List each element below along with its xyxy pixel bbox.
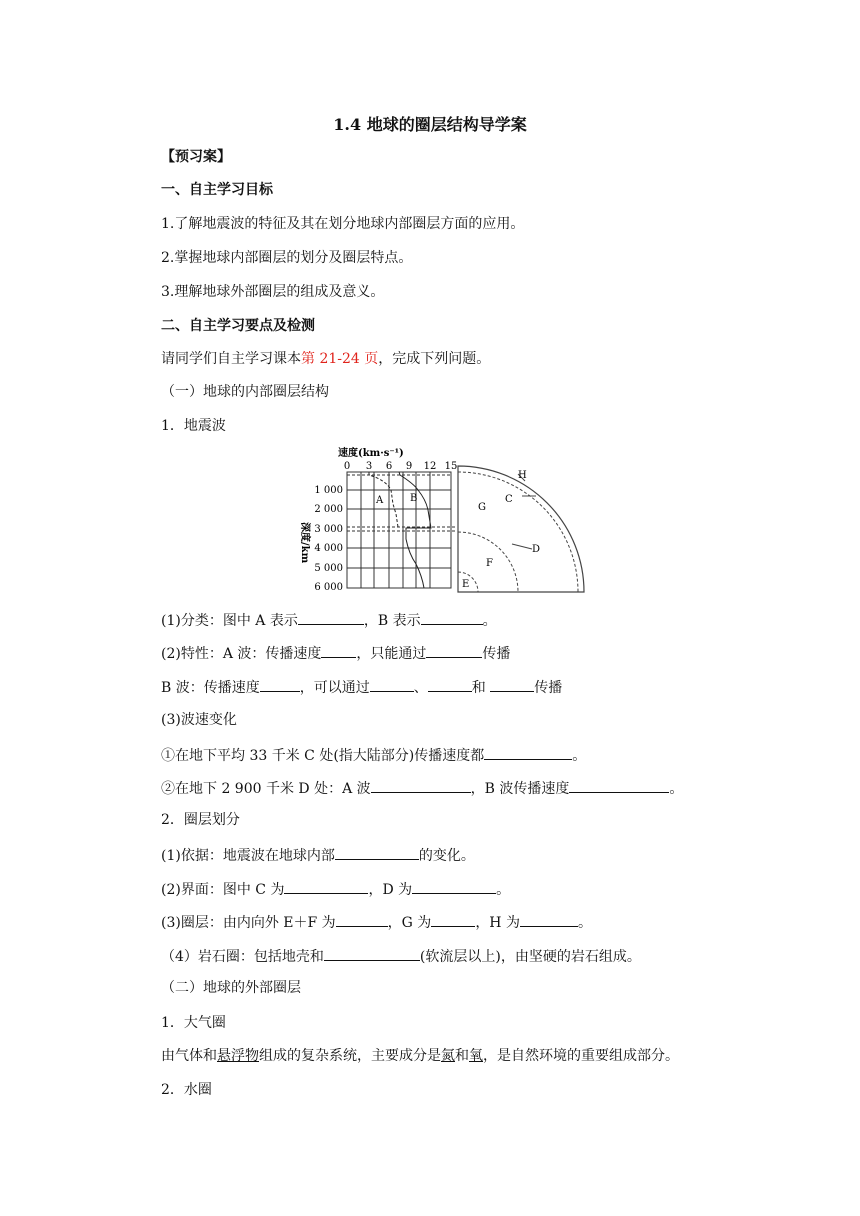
q1-text-c: 。 [482, 613, 497, 629]
answer-blank[interactable] [569, 777, 669, 793]
grid [347, 472, 451, 588]
question-3-1 [161, 744, 586, 766]
q3-2-text-c: 。 [669, 781, 684, 797]
l4-text-b: (软流层以上)，由坚硬的岩石组成。 [419, 949, 641, 965]
speed-axis-label: 速度(km·s⁻¹) [338, 448, 404, 459]
depth-tick: 2 000 [314, 504, 343, 515]
l1-text-b: 的变化。 [418, 848, 475, 864]
layer-q3 [161, 911, 592, 933]
question-2b [161, 676, 562, 698]
wave-a-curve [369, 472, 398, 527]
speed-ticks [344, 461, 458, 472]
atm-text-f: 氧 [469, 1048, 483, 1064]
inner-heading: （一）地球的内部圈层结构 [161, 384, 329, 400]
answer-blank[interactable] [428, 676, 472, 692]
answer-blank[interactable] [520, 911, 578, 927]
wave-b-curve [399, 472, 431, 588]
section-preview: 【预习案】 [161, 149, 231, 165]
q2-text-c: 传播 [482, 646, 511, 662]
goal-heading: 一、自主学习目标 [161, 182, 273, 198]
layer-q2 [161, 878, 510, 900]
answer-blank[interactable] [426, 642, 482, 658]
answer-blank[interactable] [260, 676, 300, 692]
layer-label: G [478, 502, 486, 513]
q1-text-b: ，B 表示 [363, 613, 421, 629]
answer-blank[interactable] [324, 945, 420, 961]
page-reference: 第 21-24 页 [301, 351, 379, 367]
q2-text-a: (2)特性：A 波：传播速度 [161, 646, 322, 662]
l3-text-d: 。 [577, 915, 592, 931]
depth-tick: 1 000 [314, 485, 343, 496]
l2-text-c: 。 [496, 882, 511, 898]
intro-text-b: ，完成下列问题。 [378, 351, 491, 367]
l2-text-b: ，D 为 [368, 882, 413, 898]
answer-blank[interactable] [421, 609, 483, 625]
depth-ticks [314, 485, 343, 593]
atm-text-e: 和 [455, 1048, 469, 1064]
atm-text-g: ，是自然环境的重要组成部分。 [483, 1048, 679, 1064]
q2b-text-d: 和 [471, 680, 491, 696]
atm-text-d: 氮 [441, 1048, 455, 1064]
q2b-text-a: B 波：传播速度 [161, 680, 260, 696]
layer-label: H [518, 470, 527, 481]
atmosphere-text [161, 1046, 679, 1066]
intro-text-a: 请同学们自主学习课本 [161, 351, 301, 367]
l4-text-a: （4）岩石圈：包括地壳和 [161, 949, 324, 965]
atm-text-c: 组成的复杂系统，主要成分是 [259, 1048, 441, 1064]
page-title: 1.4 地球的圈层结构导学案 [333, 115, 527, 134]
l1-text-a: (1)依据：地震波在地球内部 [161, 848, 335, 864]
outer-heading: （二）地球的外部圈层 [161, 980, 301, 996]
speed-tick: 15 [444, 461, 458, 472]
earth-section [458, 466, 584, 592]
goal-item: 1.了解地震波的特征及其在划分地球内部圈层方面的应用。 [161, 216, 525, 232]
answer-blank[interactable] [484, 744, 572, 760]
layer-label: E [462, 579, 470, 590]
atmosphere-heading: 1．大气圈 [161, 1015, 226, 1031]
layer-q1 [161, 844, 475, 866]
water-heading: 2．水圈 [161, 1082, 212, 1098]
q3-1-text-b: 。 [572, 748, 587, 764]
depth-tick: 4 000 [314, 543, 343, 554]
answer-blank[interactable] [412, 878, 496, 894]
answer-blank[interactable] [431, 911, 475, 927]
layer-q4 [161, 945, 641, 967]
question-3: (3)波速变化 [161, 712, 237, 728]
goal-item: 3.理解地球外部圈层的组成及意义。 [161, 284, 385, 300]
depth-tick: 5 000 [314, 563, 343, 574]
question-3-2 [161, 777, 683, 799]
question-2 [161, 642, 510, 664]
q2b-text-b: ，可以通过 [299, 680, 370, 696]
l2-text-a: (2)界面：图中 C 为 [161, 882, 285, 898]
l3-text-a: (3)圈层：由内向外 E＋F 为 [161, 915, 336, 931]
answer-blank[interactable] [490, 676, 534, 692]
layer-label: F [486, 558, 493, 569]
l3-text-b: ，G 为 [387, 915, 432, 931]
q3-1-text-a: ①在地下平均 33 千米 C 处(指大陆部分)传播速度都 [161, 748, 485, 764]
question-1 [161, 609, 497, 631]
seismic-wave-diagram [296, 444, 596, 594]
answer-blank[interactable] [335, 844, 419, 860]
layer-label: D [532, 544, 541, 555]
atm-text-a: 由气体和 [161, 1048, 217, 1064]
answer-blank[interactable] [284, 878, 368, 894]
layers-heading: 2．圈层划分 [161, 812, 240, 828]
seismic-heading: 1．地震波 [161, 418, 226, 434]
speed-tick: 0 [343, 461, 351, 472]
curve-label: A [376, 495, 384, 506]
q2-text-b: ，只能通过 [356, 646, 427, 662]
speed-tick: 12 [423, 461, 437, 472]
q2b-text-c: 、 [413, 680, 428, 696]
answer-blank[interactable] [370, 676, 414, 692]
speed-tick: 3 [365, 461, 373, 472]
points-heading: 二、自主学习要点及检测 [161, 318, 315, 334]
q3-2-text-a: ②在地下 2 900 千米 D 处：A 波 [161, 781, 371, 797]
answer-blank[interactable] [298, 609, 364, 625]
layer-label: C [505, 494, 513, 505]
depth-tick: 3 000 [314, 524, 343, 535]
speed-tick: 9 [405, 461, 413, 472]
atm-text-b: 悬浮物 [217, 1048, 259, 1064]
answer-blank[interactable] [321, 642, 356, 658]
intro-text [161, 349, 490, 369]
q3-2-text-b: ，B 波传播速度 [470, 781, 570, 797]
depth-axis-label: 深度/km [299, 522, 310, 564]
depth-tick: 6 000 [314, 582, 343, 593]
goal-item: 2.掌握地球内部圈层的划分及圈层特点。 [161, 250, 413, 266]
answer-blank[interactable] [336, 911, 388, 927]
l3-text-c: ，H 为 [475, 915, 520, 931]
q1-text-a: (1)分类：图中 A 表示 [161, 613, 298, 629]
speed-tick: 6 [385, 461, 393, 472]
q2b-text-e: 传播 [534, 680, 563, 696]
curve-label: B [410, 493, 418, 504]
answer-blank[interactable] [371, 777, 471, 793]
